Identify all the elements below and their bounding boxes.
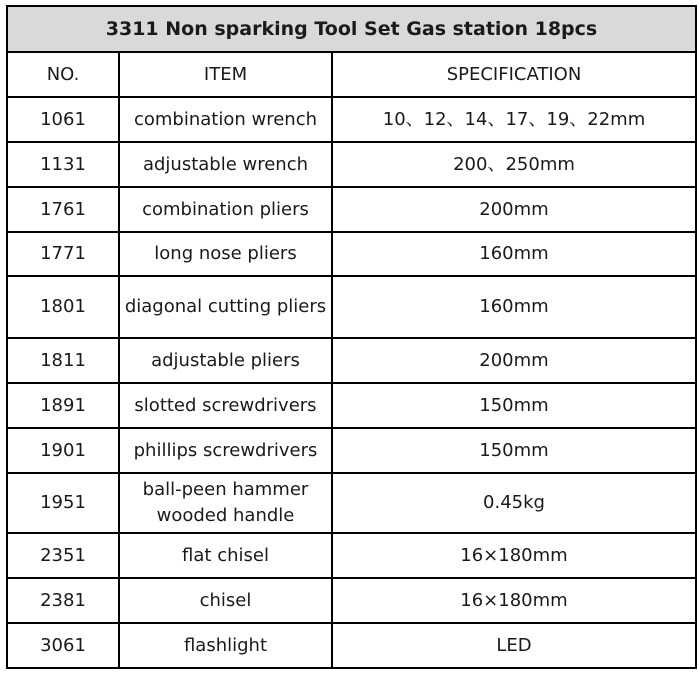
cell-no: 1901 (7, 428, 119, 473)
table-title: 3311 Non sparking Tool Set Gas station 18pcs (7, 6, 696, 52)
table-row (7, 428, 696, 473)
cell-no: 3061 (7, 623, 119, 668)
cell-item: phillips screwdrivers (119, 428, 332, 473)
table-row (7, 383, 696, 428)
cell-item: diagonal cutting pliers (119, 276, 332, 338)
cell-spec: 200mm (332, 187, 696, 232)
table-row (7, 623, 696, 668)
cell-no: 1801 (7, 276, 119, 338)
cell-no: 1811 (7, 338, 119, 383)
cell-item: chisel (119, 578, 332, 623)
cell-no: 1061 (7, 97, 119, 142)
cell-item: adjustable wrench (119, 142, 332, 187)
title-row (7, 6, 696, 52)
cell-spec: 200、250mm (332, 142, 696, 187)
cell-no: 1951 (7, 473, 119, 533)
cell-item: combination pliers (119, 187, 332, 232)
table-row (7, 533, 696, 578)
cell-spec: 160mm (332, 232, 696, 276)
cell-item: slotted screwdrivers (119, 383, 332, 428)
header-no: NO. (7, 52, 119, 97)
cell-item: combination wrench (119, 97, 332, 142)
cell-spec: 16×180mm (332, 533, 696, 578)
cell-item (119, 473, 332, 533)
cell-item: flashlight (119, 623, 332, 668)
cell-spec: 10、12、14、17、19、22mm (332, 97, 696, 142)
cell-spec: 160mm (332, 276, 696, 338)
table-row (7, 338, 696, 383)
cell-no: 2351 (7, 533, 119, 578)
cell-no: 1761 (7, 187, 119, 232)
cell-spec: LED (332, 623, 696, 668)
header-specification: SPECIFICATION (332, 52, 696, 97)
table-row (7, 276, 696, 338)
table-row (7, 142, 696, 187)
cell-no: 2381 (7, 578, 119, 623)
cell-spec: 16×180mm (332, 578, 696, 623)
cell-item: flat chisel (119, 533, 332, 578)
cell-no: 1131 (7, 142, 119, 187)
cell-spec: 200mm (332, 338, 696, 383)
cell-no: 1771 (7, 232, 119, 276)
table-row (7, 578, 696, 623)
cell-item-line-1: ball-peen hammer (142, 479, 309, 500)
cell-item-line-2: wooded handle (156, 505, 295, 526)
cell-spec: 150mm (332, 383, 696, 428)
cell-spec: 150mm (332, 428, 696, 473)
tool-set-table (6, 5, 697, 669)
table-row (7, 187, 696, 232)
table-row (7, 97, 696, 142)
header-item: ITEM (119, 52, 332, 97)
cell-item: long nose pliers (119, 232, 332, 276)
table-row (7, 232, 696, 276)
cell-no: 1891 (7, 383, 119, 428)
cell-item: adjustable pliers (119, 338, 332, 383)
cell-spec: 0.45kg (332, 473, 696, 533)
table-row (7, 473, 696, 533)
header-row (7, 52, 696, 97)
